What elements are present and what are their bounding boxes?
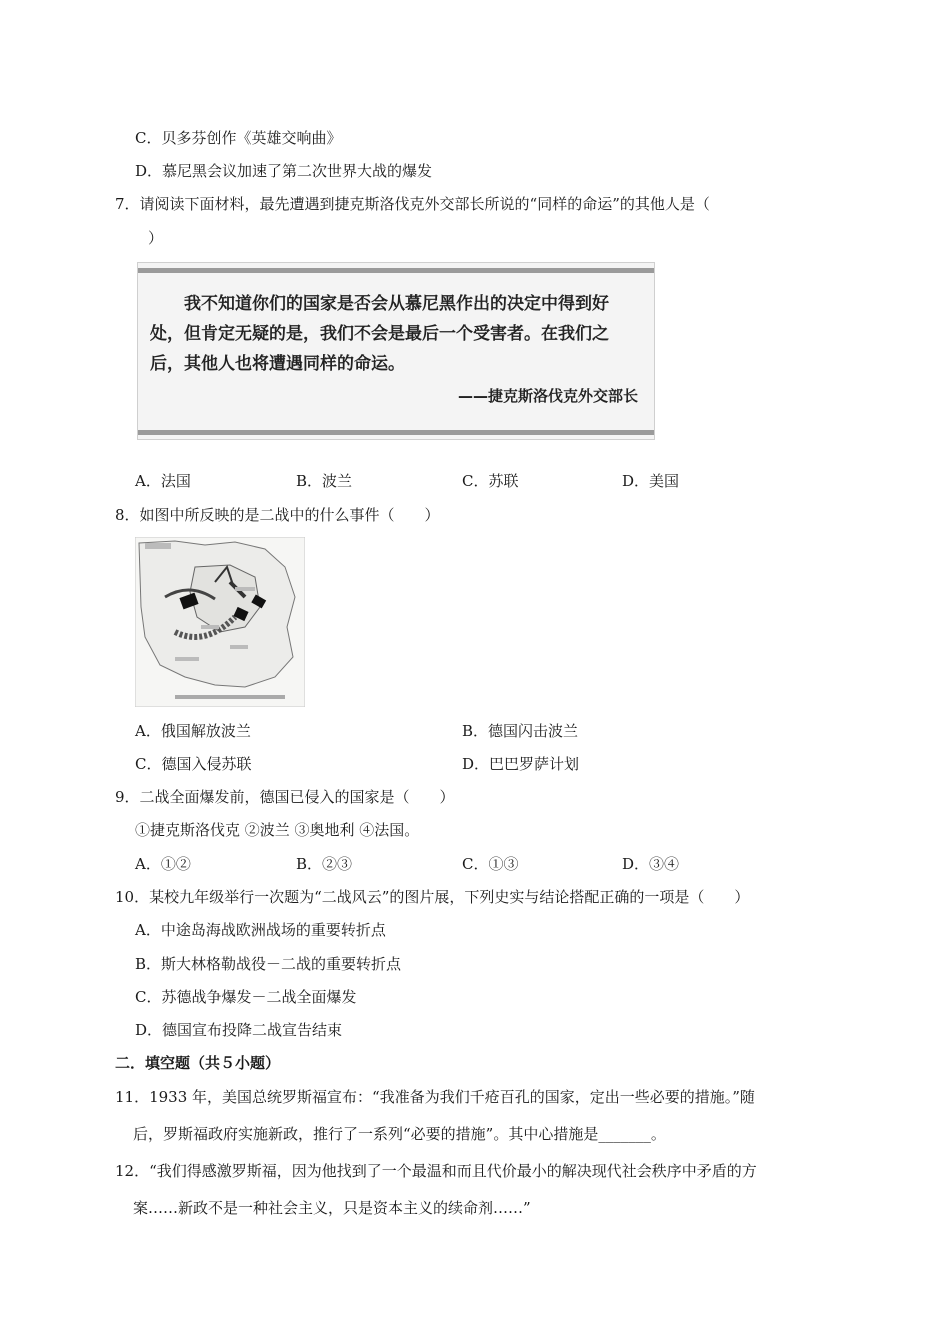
q10-option-c: C．苏德战争爆发－二战全面爆发 — [135, 988, 357, 1006]
q8-option-a: A．俄国解放波兰 — [135, 722, 251, 740]
q7-quote-image — [137, 262, 655, 440]
q10-option-d: D．德国宣布投降二战宣告结束 — [135, 1021, 343, 1039]
q10-stem: 10．某校九年级举行一次题为“二战风云”的图片展，下列史实与结论搭配正确的一项是（ ） — [115, 888, 750, 906]
q7-option-a: A．法国 — [135, 472, 191, 490]
q6-option-c: C．贝多芬创作《英雄交响曲》 — [135, 129, 342, 147]
section-title: 二．填空题（共５小题） — [115, 1054, 281, 1072]
q8-map-image — [135, 537, 305, 707]
q9-option-b: B．②③ — [296, 855, 353, 873]
q11-line2: 后，罗斯福政府实施新政，推行了一系列“必要的措施”。其中心措施是_______。 — [133, 1125, 666, 1143]
q7-option-c: C．苏联 — [462, 472, 519, 490]
q8-option-c: C．德国入侵苏联 — [135, 755, 252, 773]
q7-quote-source: ——捷克斯洛伐克外交部长 — [457, 387, 638, 405]
q12-line1: 12．“我们得感激罗斯福，因为他找到了一个最温和而且代价最小的解决现代社会秩序中矛盾的方 — [115, 1162, 757, 1180]
q10-option-a: A．中途岛海战欧洲战场的重要转折点 — [135, 921, 386, 939]
q11-line1: 11．1933 年，美国总统罗斯福宣布：“我准备为我们千疮百孔的国家，定出一些必要的措施。”随 — [115, 1088, 755, 1106]
q9-option-a: A．①② — [135, 855, 191, 873]
quote-bottom-bar — [138, 430, 654, 435]
q8-option-d: D．巴巴罗萨计划 — [462, 755, 580, 773]
q9-option-d: D．③④ — [622, 855, 680, 873]
q10-option-b: B．斯大林格勒战役－二战的重要转折点 — [135, 955, 402, 973]
q7-stem: 7．请阅读下面材料，最先遭遇到捷克斯洛伐克外交部长所说的“同样的命运”的其他人是（ — [115, 195, 710, 213]
q9-items: ①捷克斯洛伐克 ②波兰 ③奥地利 ④法国。 — [135, 821, 420, 839]
q7-stem-paren: ） — [148, 229, 164, 247]
q9-option-c: C．①③ — [462, 855, 519, 873]
q12-line2: 案……新政不是一种社会主义，只是资本主义的续命剂……” — [133, 1199, 531, 1217]
quote-top-bar — [138, 268, 654, 273]
q6-option-d: D．慕尼黑会议加速了第二次世界大战的爆发 — [135, 162, 433, 180]
q7-option-d: D．美国 — [622, 472, 680, 490]
q7-option-b: B．波兰 — [296, 472, 353, 490]
q7-quote-text: 我不知道你们的国家是否会从慕尼黑作出的决定中得到好处，但肯定无疑的是，我们不会是最后一个受害者。在我们之后，其他人也将遭遇同样的命运。 — [150, 294, 609, 374]
war-map-figure — [135, 537, 305, 707]
q9-stem: 9．二战全面爆发前，德国已侵入的国家是（ ） — [115, 788, 455, 806]
q8-stem: 8．如图中所反映的是二战中的什么事件（ ） — [115, 506, 440, 524]
q8-option-b: B．德国闪击波兰 — [462, 722, 579, 740]
